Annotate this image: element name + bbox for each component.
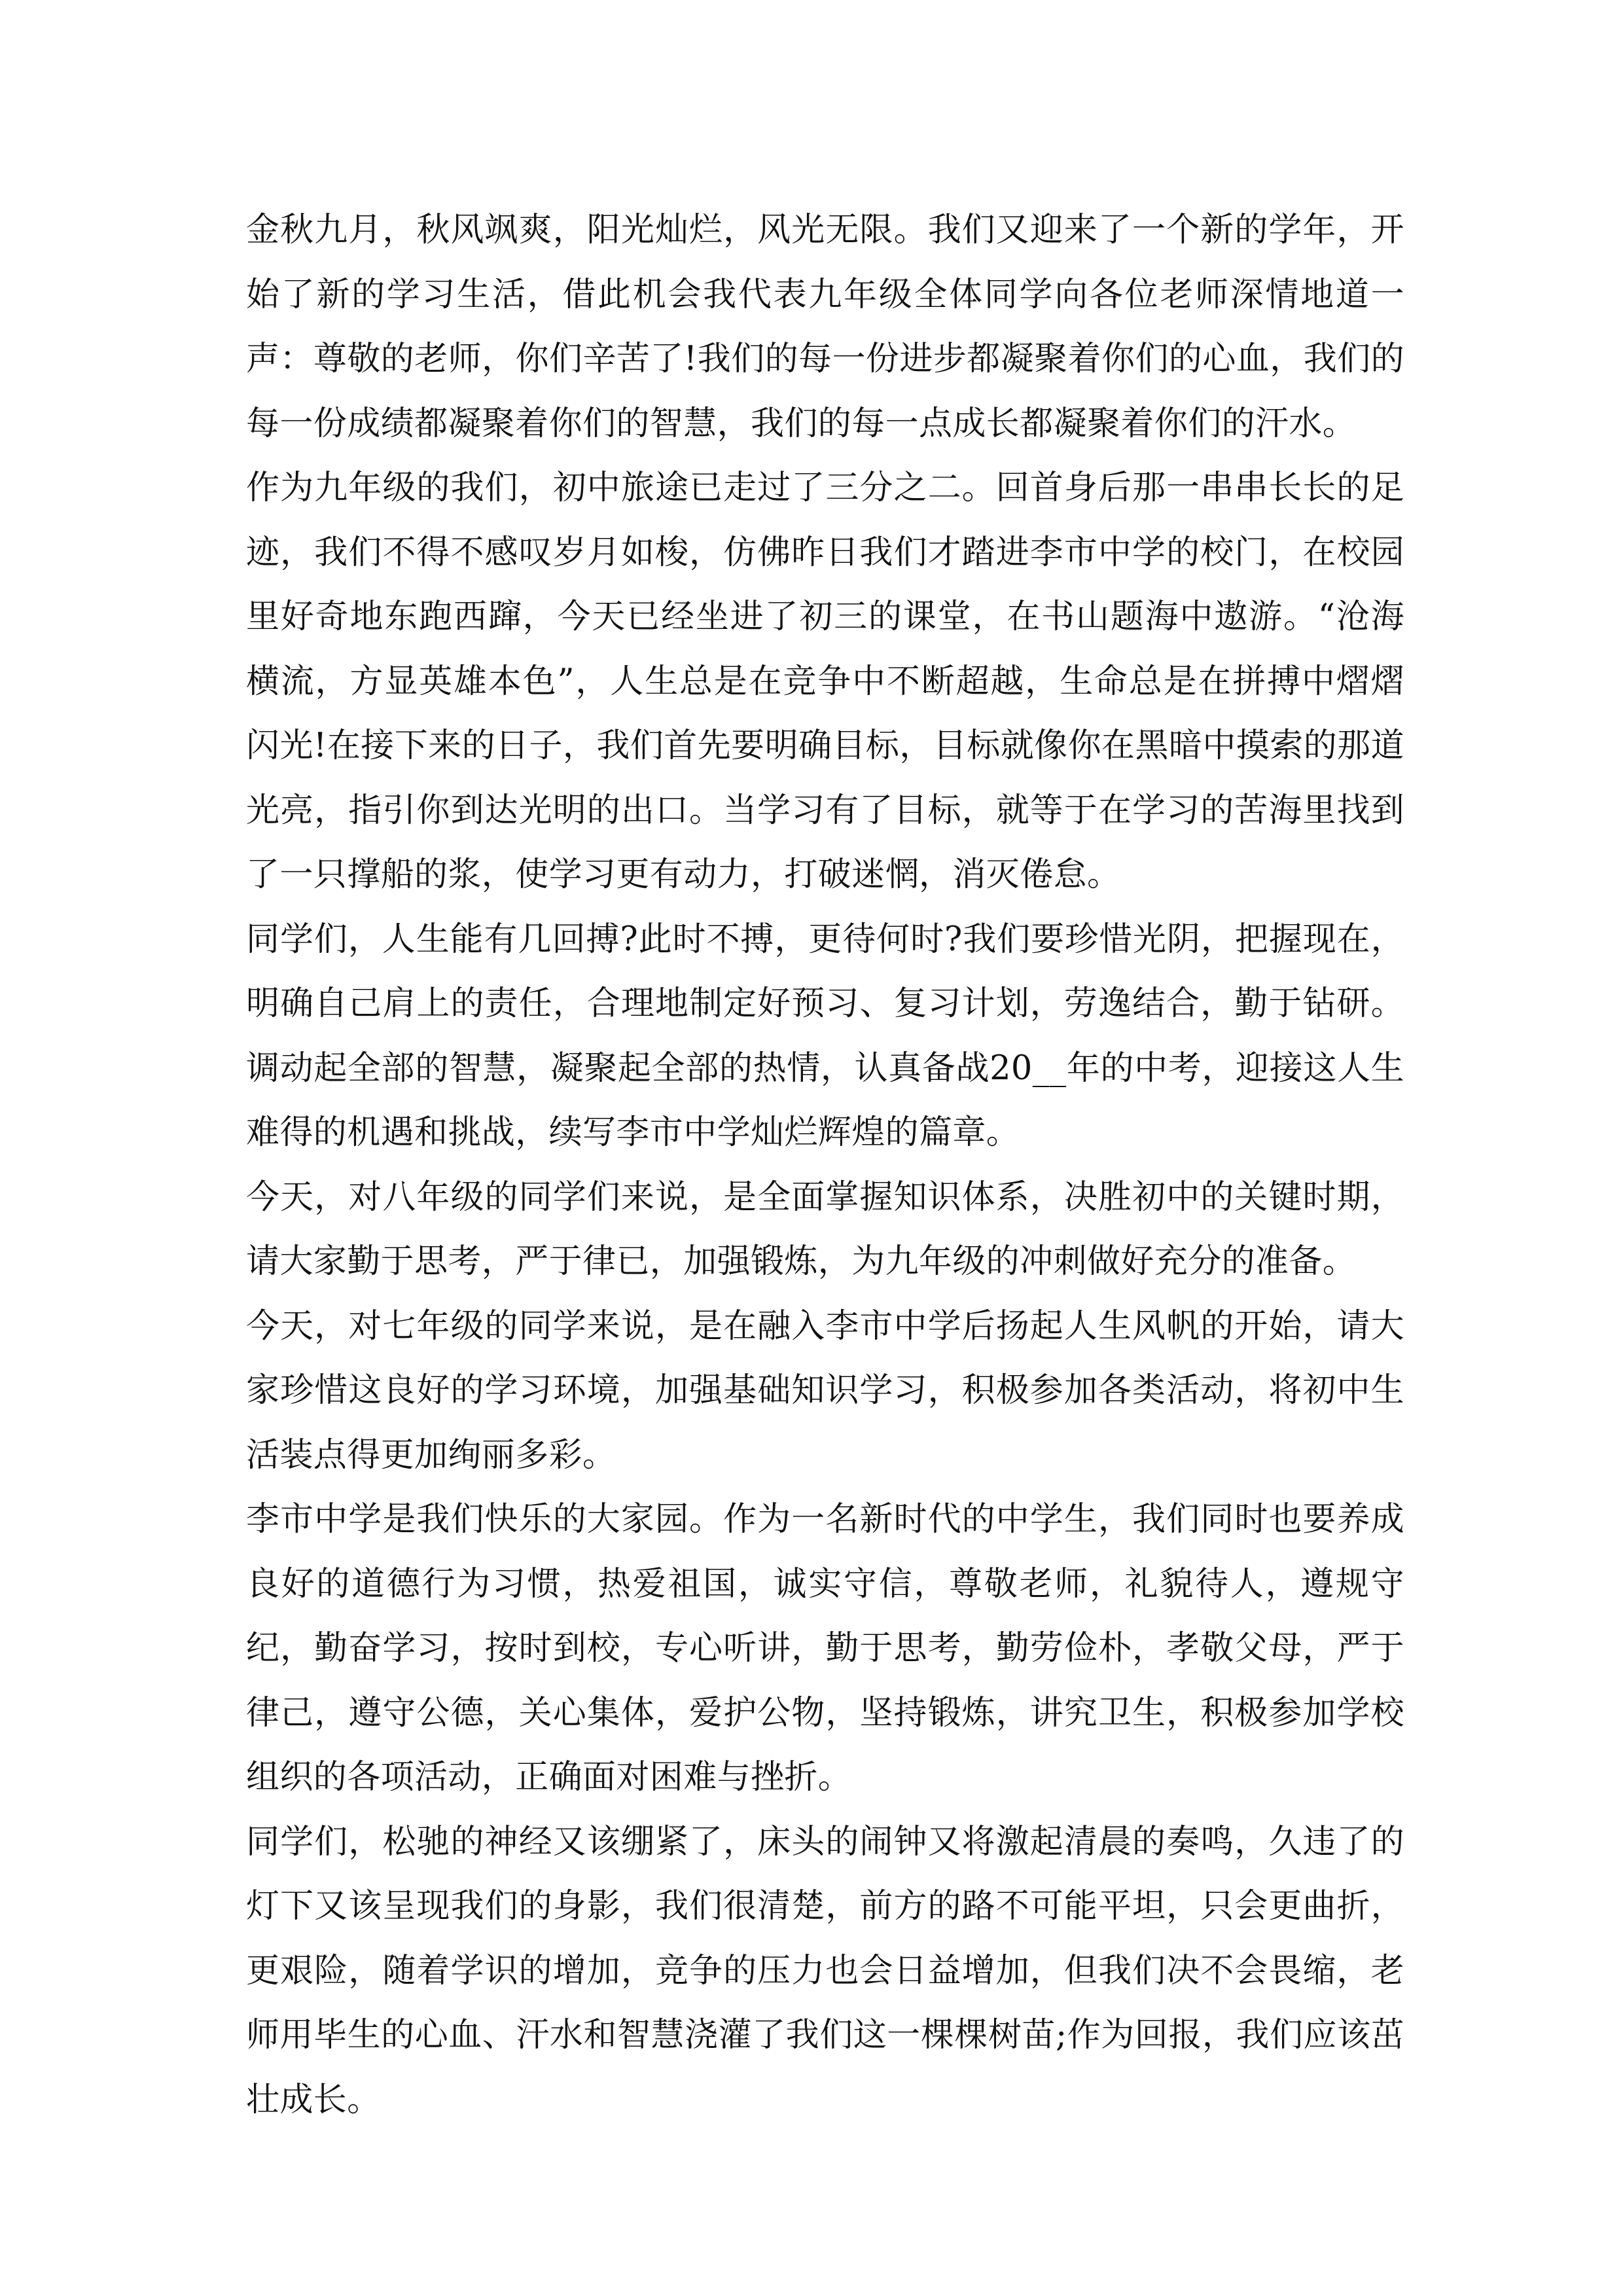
speech-body [246,198,1404,2132]
paragraph-seize-time: 同学们，人生能有几回搏?此时不搏，更待何时?我们要珍惜光阴，把握现在，明确自己肩上的责任，合理地制定好预习、复习计划，劳逸结合，勤于钻研。调动起全部的智慧，凝聚起全部的热情，认真备战20__年的中考，迎接这人生难得的机遇和挑战，续写李市中学灿烂辉煌的篇章。 [246,920,1404,1152]
paragraph-closing: 同学们，松驰的神经又该绷紧了，床头的闹钟又将激起清晨的奏鸣，久违了的灯下又该呈现我们的身影，我们很清楚，前方的路不可能平坦，只会更曲折，更艰险，随着学识的增加，竞争的压力也会日益增加，但我们决不会畏缩，老师用毕生的心血、汗水和智慧浇灌了我们这一棵棵树苗;作为回报，我们应该茁壮成长。 [246,1822,1404,2119]
paragraph-grade-seven: 今天，对七年级的同学来说，是在融入李市中学后扬起人生风帆的开始，请大家珍惜这良好的学习环境，加强基础知识学习，积极参加各类活动，将初中生活装点得更加绚丽多彩。 [246,1306,1404,1475]
paragraph-grade-nine: 作为九年级的我们，初中旅途已走过了三分之二。回首身后那一串串长长的足迹，我们不得不感叹岁月如梭，仿佛昨日我们才踏进李市中学的校门，在校园里好奇地东跑西蹿，今天已经坐进了初三的课堂，在书山题海中遨游。“沧海横流，方显英雄本色”，人生总是在竞争中不断超越，生命总是在拼搏中熠熠闪光!在接下来的日子，我们首先要明确目标，目标就像你在黑暗中摸索的那道光亮，指引你到达光明的出口。当学习有了目标，就等于在学习的苦海里找到了一只撑船的浆，使学习更有动力，打破迷惘，消灭倦怠。 [246,469,1404,894]
paragraph-school-home: 李市中学是我们快乐的大家园。作为一名新时代的中学生，我们同时也要养成良好的道德行为习惯，热爱祖国，诚实守信，尊敬老师，礼貌待人，遵规守纪，勤奋学习，按时到校，专心听讲，勤于思考，勤劳俭朴，孝敬父母，严于律己，遵守公德，关心集体，爱护公物，坚持锻炼，讲究卫生，积极参加学校组织的各项活动，正确面对困难与挫折。 [246,1500,1404,1797]
paragraph-opening: 金秋九月，秋风飒爽，阳光灿烂，风光无限。我们又迎来了一个新的学年，开始了新的学习生活，借此机会我代表九年级全体同学向各位老师深情地道一声：尊敬的老师，你们辛苦了!我们的每一份进步都凝聚着你们的心血，我们的每一份成绩都凝聚着你们的智慧，我们的每一点成长都凝聚着你们的汗水。 [246,211,1404,443]
paragraph-grade-eight: 今天，对八年级的同学们来说，是全面掌握知识体系，决胜初中的关键时期，请大家勤于思考，严于律已，加强锻炼，为九年级的冲刺做好充分的准备。 [246,1177,1404,1281]
